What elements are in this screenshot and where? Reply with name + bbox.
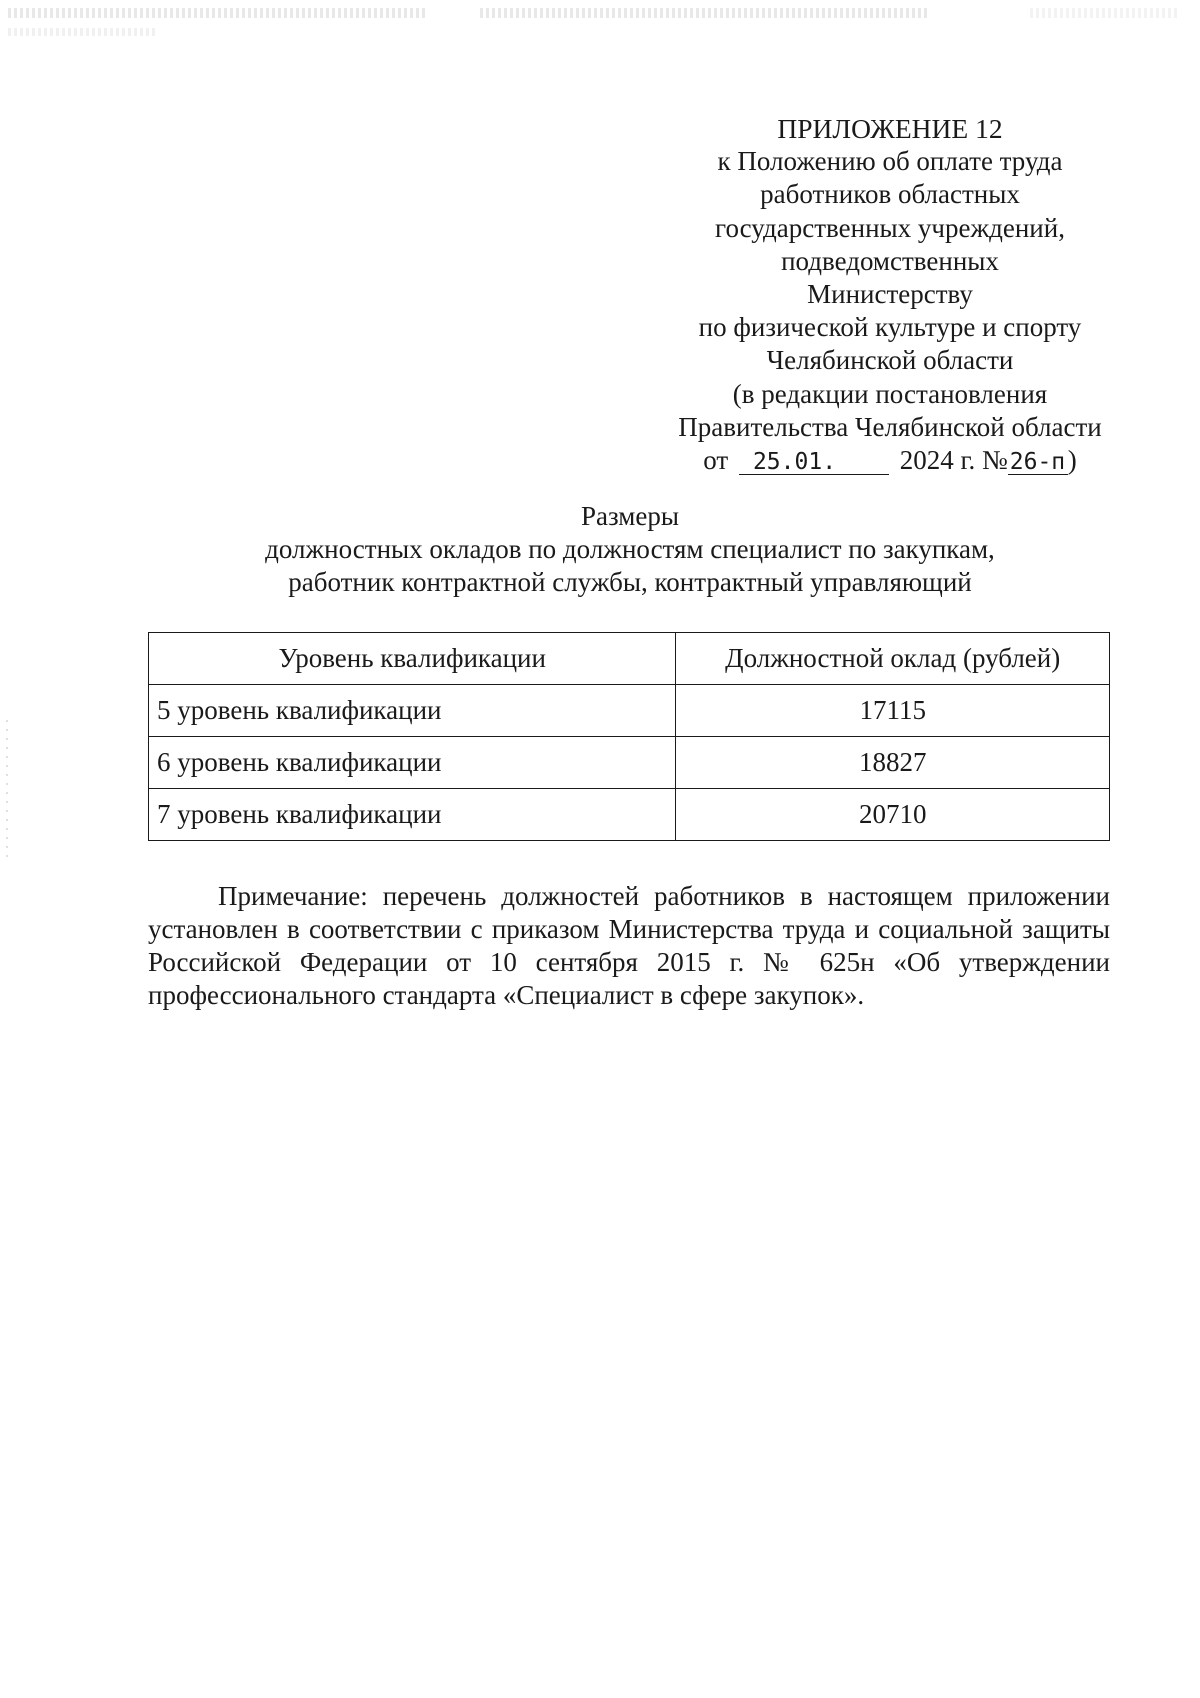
year-and-number-label: 2024 г. № <box>899 445 1008 476</box>
appendix-line: Правительства Челябинской области <box>678 411 1102 442</box>
table-row <box>149 685 1110 737</box>
handwritten-number: 26-п <box>1008 450 1068 475</box>
salary-cell: 20710 <box>676 789 1110 841</box>
appendix-line: подведомственных <box>781 245 999 276</box>
scan-artifact <box>480 8 930 18</box>
title-line: Размеры <box>581 501 679 531</box>
scan-artifact <box>6 720 8 860</box>
qualification-level-cell: 7 уровень квалификации <box>149 789 676 841</box>
appendix-line: Министерству <box>807 279 973 310</box>
appendix-line: Челябинской области <box>766 345 1014 376</box>
appendix-line: к Положению об оплате труда <box>717 146 1063 177</box>
scan-artifact <box>1030 8 1180 18</box>
scan-artifact <box>8 8 428 18</box>
closing-parenthesis: ) <box>1067 445 1077 476</box>
table-row <box>149 789 1110 841</box>
salary-cell: 18827 <box>676 737 1110 789</box>
document-title <box>150 500 1110 599</box>
appendix-line: (в редакции постановления <box>732 378 1048 409</box>
title-line: работник контрактной службы, контрактный управляющий <box>288 567 972 597</box>
column-header-salary: Должностной оклад (рублей) <box>676 633 1110 685</box>
table-row <box>149 737 1110 789</box>
date-prefix: от <box>703 445 729 476</box>
qualification-level-cell: 6 уровень квалификации <box>149 737 676 789</box>
appendix-line: государственных учреждений, <box>715 212 1065 243</box>
title-line: должностных окладов по должностям специалист по закупкам, <box>265 534 995 564</box>
column-header-level: Уровень квалификации <box>149 633 676 685</box>
scan-artifact <box>8 28 158 36</box>
appendix-header <box>650 112 1130 477</box>
qualification-level-cell: 5 уровень квалификации <box>149 685 676 737</box>
resolution-date-line <box>650 444 1130 477</box>
table-header-row <box>149 633 1110 685</box>
appendix-heading: ПРИЛОЖЕНИЕ 12 <box>777 113 1003 144</box>
appendix-line: по физической культуре и спорту <box>698 312 1082 343</box>
handwritten-date: 25.01. <box>739 450 889 475</box>
salary-table <box>148 632 1110 841</box>
appendix-line: работников областных <box>760 179 1020 210</box>
salary-cell: 17115 <box>676 685 1110 737</box>
note-paragraph: Примечание: перечень должностей работников в настоящем приложении установлен в соответствии с приказом Министерства труда и социальной защиты Российской Федерации от 10 сентября 2015 г. № 625н «Об утверждении профессионального стандарта «Специалист в сфере закупок». <box>148 881 1110 1010</box>
